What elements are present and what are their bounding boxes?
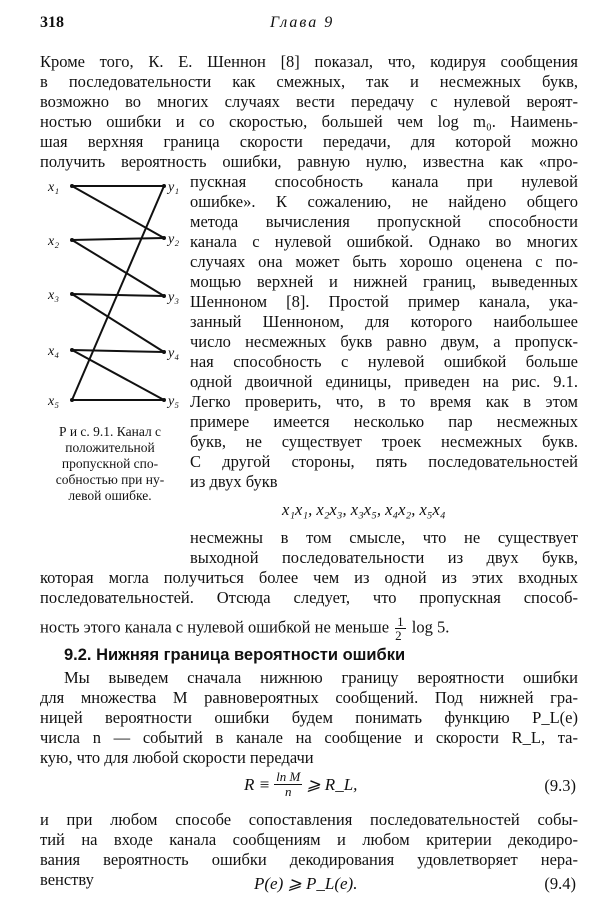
label-x4: x₄ — [48, 344, 60, 359]
para1-narrow-line: одной двоичной единицы, приведен на рис. 9.1. — [190, 372, 578, 391]
section-heading: 9.2. Нижняя граница вероятности ошибки — [64, 646, 406, 664]
para1-narrow-line: из двух букв — [190, 472, 278, 491]
eq-rhs: ⩾ R_L, — [306, 774, 358, 794]
para1-narrow-line: пускная способность канала при нулевой — [190, 172, 578, 191]
para4-line: вания вероятность ошибки декодирования удовлетворяет нера- — [40, 850, 578, 869]
para3-line: Мы выведем сначала нижнюю границу вероятности ошибки — [64, 668, 578, 687]
node-y3 — [162, 294, 166, 298]
para1-line: ностью ошибки и со скоростью, большей чем log m₀. Наимень- — [40, 112, 578, 131]
edge-x4-y5 — [72, 350, 164, 400]
para3-line: кую, что для любой скорости передачи — [40, 748, 314, 767]
para1-narrow-line: мощью верхней и нижней границ, выведенных — [190, 272, 578, 291]
node-y4 — [162, 350, 166, 354]
para1-narrow-line: Легко проверить, что, в то время как в этом — [190, 392, 578, 411]
node-x2 — [70, 238, 74, 242]
para1-narrow-line: число несмежных букв равно двум, а пропуск- — [190, 332, 578, 351]
para2-log5: log 5. — [411, 617, 450, 637]
equation-number-9-3: (9.3) — [544, 776, 576, 795]
caption-line: пропускной спо- — [61, 456, 159, 471]
label-y3: y₃ — [168, 290, 180, 305]
label-y5: y₅ — [168, 394, 180, 409]
para1-line: получить вероятность ошибки, равную нулю, известна как «про- — [40, 152, 578, 171]
letter-pairs-formula: x₁x₁, x₂x₃, x₃x₅, x₄x₂, x₅x₄ — [282, 500, 446, 519]
page-number: 318 — [40, 14, 64, 31]
para2-line: последовательностей. Отсюда следует, что пропускная способ- — [40, 588, 578, 607]
eq-lhs: R ≡ — [244, 774, 271, 794]
edge-x3-y4 — [72, 294, 164, 352]
para4-line: венству — [40, 870, 94, 889]
para2-line: которая могла получиться более чем из одной из этих входных — [40, 568, 578, 587]
edge-x1-y2 — [72, 186, 164, 238]
node-x3 — [70, 292, 74, 296]
equation-9-3 — [244, 770, 357, 799]
node-y5 — [162, 398, 166, 402]
label-x3: x₃ — [48, 288, 60, 303]
para1-narrow-line: ная способность с нулевой ошибкой больше — [190, 352, 578, 371]
para1-narrow-line: С другой стороны, пять последовательностей — [190, 452, 578, 471]
label-y1: y₁ — [168, 180, 180, 195]
eq-numerator: ln M — [276, 769, 301, 784]
node-x5 — [70, 398, 74, 402]
para1-narrow-line: занный Шенноном, для которого наибольшее — [190, 312, 578, 331]
edge-x2-y3 — [72, 240, 164, 296]
label-y2: y₂ — [168, 232, 180, 247]
para3-line: ницей вероятности ошибки будем понимать функцию P_L(e) — [40, 708, 578, 727]
para1-narrow-line: ошибке». К сожалению, не найдено общего — [190, 192, 578, 211]
running-title: Глава 9 — [270, 14, 335, 31]
caption-line: левой ошибке. — [68, 488, 152, 503]
node-y1 — [162, 184, 166, 188]
para2-narrow-line: несмежны в том смысле, что не существует — [190, 528, 578, 547]
para1-narrow-line: букв, не существует троек несмежных букв. — [190, 432, 578, 451]
label-y4: y₄ — [168, 346, 180, 361]
para2-narrow-line: выходной последовательности из двух букв, — [190, 548, 578, 567]
node-y2 — [162, 236, 166, 240]
para4-line: и при любом способе сопоставления последовательностей собы- — [40, 810, 578, 829]
para2-last-text: ность этого канала с нулевой ошибкой не меньше — [40, 617, 390, 637]
para1-narrow-line: случаях она может быть хорошо оценена с по- — [190, 252, 578, 271]
caption-line: положительной — [65, 440, 155, 455]
label-x2: x₂ — [48, 234, 60, 249]
label-x5: x₅ — [48, 394, 60, 409]
node-x4 — [70, 348, 74, 352]
para1-line: шая верхняя граница скорости передачи, для которой можно — [40, 132, 578, 151]
equation-9-4: P(e) ⩾ P_L(e). — [254, 874, 358, 893]
equation-number-9-4: (9.4) — [544, 874, 576, 893]
eq-fraction — [274, 770, 302, 799]
channel-diagram — [40, 172, 190, 412]
para1-narrow-line: примере имеется несколько пар несмежных — [190, 412, 578, 431]
channel-edges — [72, 186, 164, 400]
para2-line — [40, 615, 578, 642]
edge-x2-y2 — [72, 238, 164, 240]
caption-line: Р и с. 9.1. Канал с — [58, 424, 162, 439]
para4-line: тий на входе канала сообщениям и любом критерии декодиро- — [40, 830, 578, 849]
fraction — [395, 615, 406, 642]
para1-narrow-line: канала с нулевой ошибкой. Однако во многих — [190, 232, 578, 251]
eq-denominator: n — [284, 784, 292, 799]
para1-narrow-line: метода вычисления пропускной способности — [190, 212, 578, 231]
label-x1: x₁ — [48, 180, 60, 195]
fraction-denominator: 2 — [395, 628, 402, 643]
fraction-numerator: 1 — [397, 614, 404, 629]
para1-line: в последовательности как смежных, так и несмежных букв, — [40, 72, 578, 91]
para1-line: Кроме того, К. Е. Шеннон [8] показал, что, кодируя сообщения — [40, 52, 578, 71]
node-x1 — [70, 184, 74, 188]
para3-line: для множества M равновероятных сообщений. Под нижней гра- — [40, 688, 578, 707]
edge-x5-y1 — [72, 186, 164, 400]
para1-line: возможно во многих случаях вести передачу с нулевой вероят- — [40, 92, 578, 111]
edge-x4-y4 — [72, 350, 164, 352]
caption-line: собностью при ну- — [55, 472, 165, 487]
para1-narrow-line: Шенноном [8]. Простой пример канала, ука- — [190, 292, 578, 311]
figure-caption — [40, 424, 180, 504]
para3-line: числа n — событий в канале на сообщение и скорости R_L, та- — [40, 728, 578, 747]
